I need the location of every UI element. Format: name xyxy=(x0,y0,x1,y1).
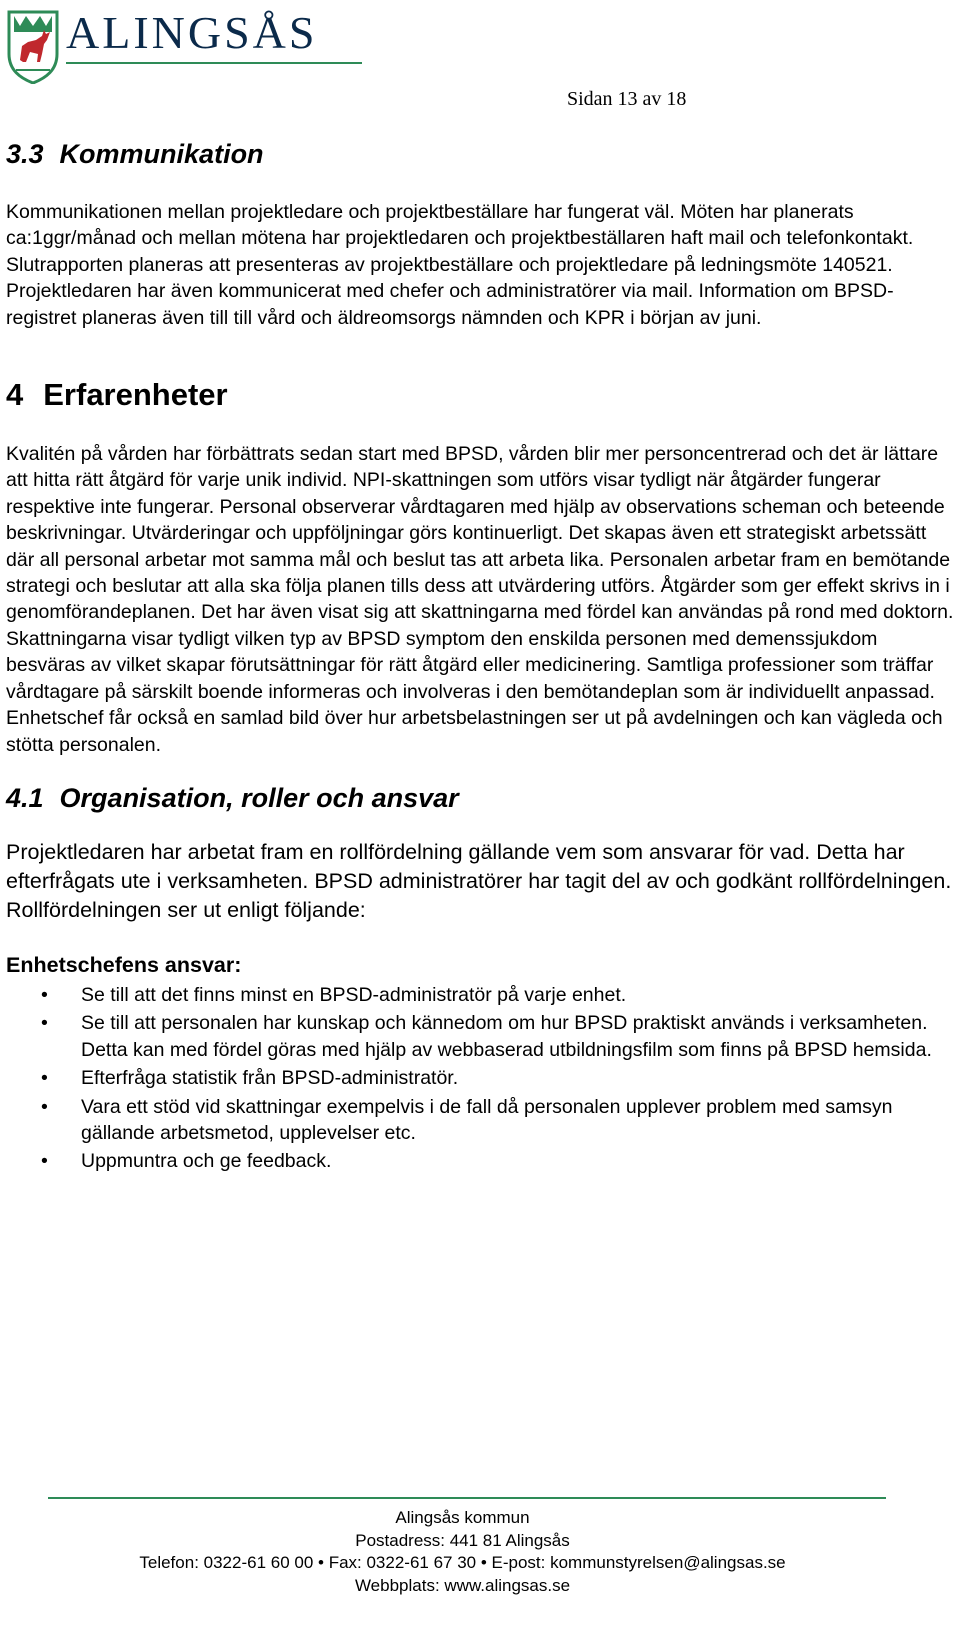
municipality-logo xyxy=(6,7,366,86)
document-body xyxy=(6,137,954,1177)
section-3-3-paragraph: Kommunikationen mellan projektledare och projektbeställare har fungerat väl. Möten har planerats ca:1ggr/månad och mellan mötena har projektledaren och projektbeställaren haft mail och telefonkontakt. Slutrapporten planeras att presenteras av projektbeställare och projektledare på ledningsmöte 140521. Projektledaren har även kommunicerat med chefer och administratörer via mail. Information om BPSD-registret planeras även till till vård och äldreomsorgs nämnden och KPR i början av juni. xyxy=(6,201,914,329)
section-number: 4 xyxy=(6,377,24,413)
section-3-3-heading xyxy=(6,137,954,171)
footer-contact: Telefon: 0322-61 60 00 • Fax: 0322-61 67 30 • E-post: kommunstyrelsen@alingsas.se xyxy=(139,1553,786,1572)
section-number: 3.3 xyxy=(6,139,44,169)
section-4-1-paragraph: Projektledaren har arbetat fram en rollfördelning gällande vem som ansvarar för vad. Detta har efterfrågats ute i verksamheten. BPSD administratörer har tagit del av och godkänt rollfördelningen. Rollfördelningen ser ut enligt följande: xyxy=(6,839,952,922)
footer-divider xyxy=(48,1497,886,1499)
list-item-text: Se till att personalen har kunskap och kännedom om hur BPSD praktiskt används i verksamheten. Detta kan med fördel göras med hjälp av webbaserad utbildningsfilm som finns på BPSD hemsida. xyxy=(81,1012,932,1061)
list-item xyxy=(6,982,954,1008)
page-number: Sidan 13 av 18 xyxy=(567,88,687,110)
section-4-1-heading xyxy=(6,781,954,815)
section-4-heading xyxy=(6,376,954,414)
section-number: 4.1 xyxy=(6,782,44,813)
responsibilities-list xyxy=(6,982,954,1175)
bullet-icon: • xyxy=(41,983,48,1006)
section-title: Kommunikation xyxy=(59,139,264,169)
list-item xyxy=(6,1010,954,1063)
logo-underline xyxy=(66,62,362,64)
footer-org: Alingsås kommun xyxy=(395,1508,530,1527)
bullet-icon: • xyxy=(41,1067,48,1090)
section-title: Erfarenheter xyxy=(43,377,228,413)
list-item-text: Efterfråga statistik från BPSD-administratör. xyxy=(81,1067,459,1090)
bullet-icon: • xyxy=(41,1095,48,1118)
bullet-icon: • xyxy=(41,1150,48,1173)
section-title: Organisation, roller och ansvar xyxy=(59,782,459,813)
list-item xyxy=(6,1065,954,1091)
responsibilities-heading: Enhetschefens ansvar: xyxy=(6,952,242,977)
list-item-text: Uppmuntra och ge feedback. xyxy=(81,1150,332,1173)
list-item xyxy=(6,1148,954,1174)
coat-of-arms-icon xyxy=(6,10,60,84)
list-item-text: Se till att det finns minst en BPSD-administratör på varje enhet. xyxy=(81,983,627,1006)
section-4-paragraph: Kvalitén på vården har förbättrats sedan start med BPSD, vården blir mer personcentrerad och det är lättare att hitta rätt åtgärd för varje unik individ. NPI-skattningen som utförs visar tydligt när åtgärder fungerar respektive inte fungerar. Personal observerar vårdtagaren med hjälp av observations scheman och beteende beskrivningar. Utvärderingar och uppföljningar görs kontinuerligt. Det skapas även ett strategiskt arbetssätt där all personal arbetar mot samma mål och beslut tas att arbeta lika. Personalen arbetar fram en bemötande strategi och beslutar att alla ska följa planen tills dess att utvärdering utförs. Åtgärder som ger effekt skrivs in i genomförandeplanen. Det har även visat sig att skattningarna med fördel kan användas på rond med doktorn. Skattningarna visar tydligt vilken typ av BPSD symptom den enskilda personen med demenssjukdom besväras av vilket skapar förutsättningar för rätt åtgärd eller medicinering. Samtliga professioner som träffar vårdtagare på särskilt boende informeras och involveras i den bemötandeplan som är individuellt anpassad. Enhetschef får också en samlad bild över hur arbetsbelastningen ser ut på avdelningen och kan vägleda och stötta personalen. xyxy=(6,443,954,756)
logo-wordmark: ALINGSÅS xyxy=(66,7,318,58)
list-item xyxy=(6,1094,954,1147)
bullet-icon: • xyxy=(41,1012,48,1035)
footer-address: Postadress: 441 81 Alingsås xyxy=(355,1530,570,1550)
page-footer xyxy=(0,1507,925,1597)
list-item-text: Vara ett stöd vid skattningar exempelvis i de fall då personalen upplever problem med samsyn gällande arbetsmetod, upplevelser etc. xyxy=(81,1095,893,1144)
footer-website: Webbplats: www.alingsas.se xyxy=(354,1575,571,1595)
